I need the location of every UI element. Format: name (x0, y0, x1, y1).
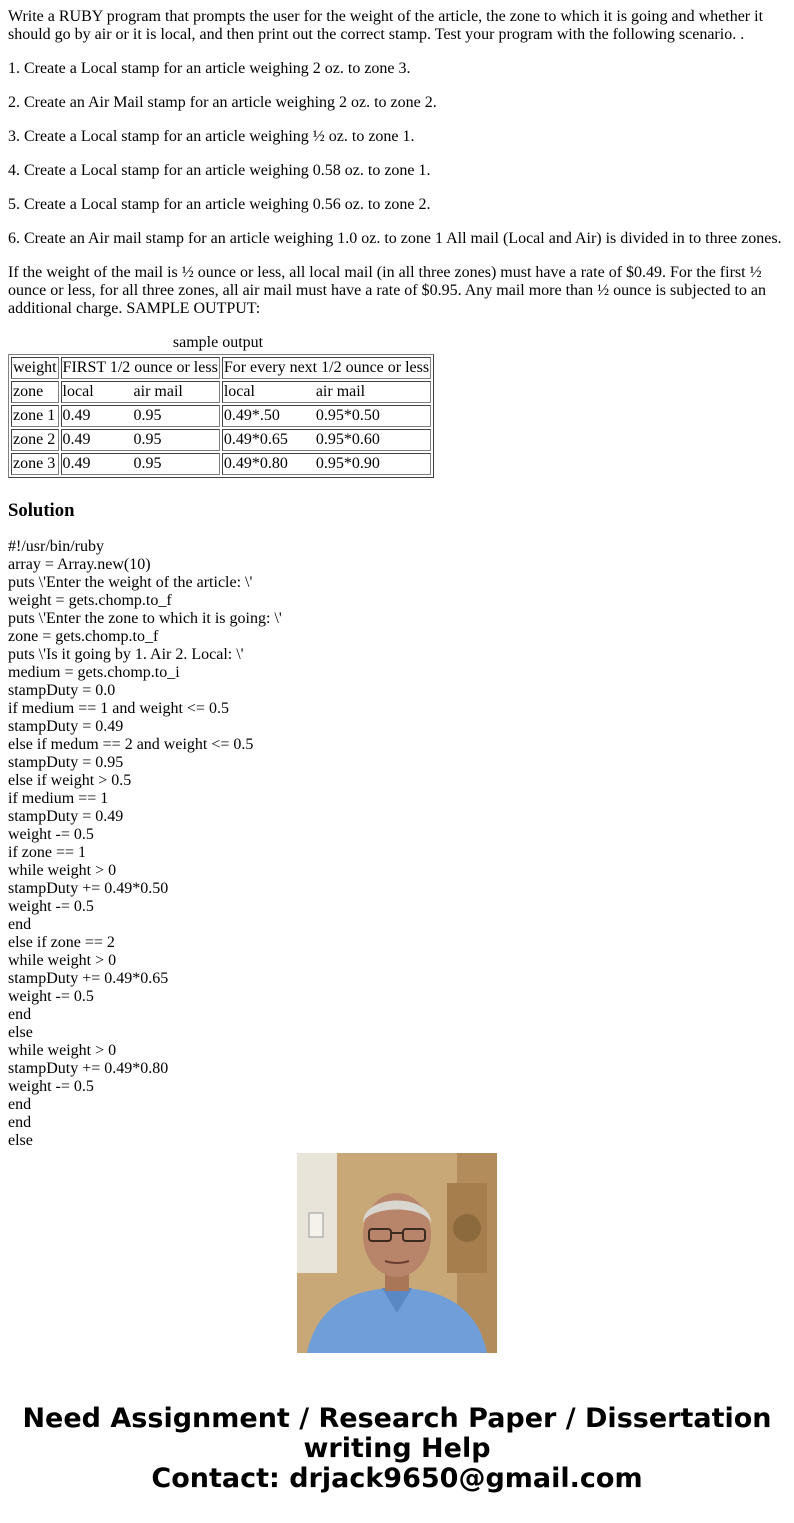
code-line: if medium == 1 (8, 790, 109, 807)
code-line: weight = gets.chomp.to_f (8, 592, 172, 609)
row-next-rates (222, 453, 431, 475)
table-row (11, 453, 431, 475)
code-line: end (8, 1006, 32, 1023)
code-line: while weight > 0 (8, 1042, 117, 1059)
code-line: puts \'Enter the weight of the article: \' (8, 574, 253, 591)
subheader-next (222, 381, 431, 403)
code-line: stampDuty += 0.49*0.50 (8, 880, 169, 897)
table-caption: sample output (172, 334, 264, 351)
table-row (11, 429, 431, 451)
rates-description: If the weight of the mail is ½ ounce or less, all local mail (in all three zones) must have a rate of $0.49. For the first ½ ounce or less, for all three zones, all air mail must have a rate of $0.95. Any mail more than ½ ounce is subjected to an additional charge. SAMPLE OUTPUT: (8, 264, 766, 317)
code-line: array = Array.new(10) (8, 556, 151, 573)
solution-heading: Solution (8, 500, 75, 521)
code-line: weight -= 0.5 (8, 826, 94, 843)
solution-code (8, 538, 786, 1149)
code-line: stampDuty = 0.49 (8, 718, 124, 735)
author-photo (297, 1153, 497, 1353)
help-banner (0, 1404, 794, 1494)
code-line: else (8, 1132, 33, 1149)
code-line: stampDuty += 0.49*0.65 (8, 970, 169, 987)
scenario-item-2: 2. Create an Air Mail stamp for an article weighing 2 oz. to zone 2. (8, 94, 437, 111)
row-first-local: 0.49 (62, 407, 91, 424)
row-first-local: 0.49 (62, 431, 91, 448)
code-line: stampDuty = 0.49 (8, 808, 124, 825)
banner-line-2: writing Help (303, 1433, 491, 1464)
row-zone: zone 3 (11, 453, 59, 475)
subheader-first (61, 381, 220, 403)
subheader-first-air: air mail (133, 383, 183, 400)
row-zone: zone 2 (11, 429, 59, 451)
row-next-local: 0.49*.50 (223, 407, 280, 424)
scenario-item-1: 1. Create a Local stamp for an article weighing 2 oz. to zone 3. (8, 60, 411, 77)
code-line: if zone == 1 (8, 844, 87, 861)
subheader-first-local: local (62, 383, 94, 400)
row-zone: zone 1 (11, 405, 59, 427)
scenario-item-3: 3. Create a Local stamp for an article weighing ½ oz. to zone 1. (8, 128, 415, 145)
row-first-air: 0.95 (133, 407, 162, 424)
row-first-rates (61, 429, 220, 451)
header-weight: weight (11, 357, 59, 379)
code-line: else if weight > 0.5 (8, 772, 132, 789)
scenario-item-4: 4. Create a Local stamp for an article weighing 0.58 oz. to zone 1. (8, 162, 431, 179)
scenario-item-6: 6. Create an Air mail stamp for an article weighing 1.0 oz. to zone 1 All mail (Local and Air) is divided in to three zones. (8, 230, 782, 247)
row-next-rates (222, 405, 431, 427)
scenario-item-5: 5. Create a Local stamp for an article weighing 0.56 oz. to zone 2. (8, 196, 431, 213)
code-line: end (8, 916, 32, 933)
code-line: puts \'Is it going by 1. Air 2. Local: \' (8, 646, 244, 663)
author-avatar (297, 1153, 497, 1353)
code-line: while weight > 0 (8, 862, 117, 879)
table-subheader-row (11, 381, 431, 403)
code-line: stampDuty = 0.0 (8, 682, 116, 699)
header-first-half-ounce: FIRST 1/2 ounce or less (61, 357, 220, 379)
code-line: if medium == 1 and weight <= 0.5 (8, 700, 229, 717)
code-line: medium = gets.chomp.to_i (8, 664, 180, 681)
code-line: end (8, 1096, 32, 1113)
row-next-local: 0.49*0.80 (223, 455, 288, 472)
sample-output-table (8, 354, 434, 478)
question-intro: Write a RUBY program that prompts the user for the weight of the article, the zone to which it is going and whether it should go by air or it is local, and then print out the correct stamp. Test your program with the following scenario. . (8, 8, 764, 43)
code-line: stampDuty += 0.49*0.80 (8, 1060, 169, 1077)
table-header-row (11, 357, 431, 379)
subheader-zone: zone (11, 381, 59, 403)
code-line: while weight > 0 (8, 952, 117, 969)
code-line: else if medum == 2 and weight <= 0.5 (8, 736, 254, 753)
code-line: else if zone == 2 (8, 934, 115, 951)
table-row (11, 405, 431, 427)
header-next-half-ounce: For every next 1/2 ounce or less (222, 357, 431, 379)
code-line: weight -= 0.5 (8, 1078, 94, 1095)
row-next-rates (222, 429, 431, 451)
row-first-air: 0.95 (133, 455, 162, 472)
code-line: stampDuty = 0.95 (8, 754, 124, 771)
code-line: weight -= 0.5 (8, 898, 94, 915)
row-first-air: 0.95 (133, 431, 162, 448)
row-first-rates (61, 453, 220, 475)
row-first-local: 0.49 (62, 455, 91, 472)
code-line: end (8, 1114, 32, 1131)
banner-line-1: Need Assignment / Research Paper / Dissertation (22, 1403, 772, 1434)
code-line: puts \'Enter the zone to which it is going: \' (8, 610, 282, 627)
code-line: weight -= 0.5 (8, 988, 94, 1005)
subheader-next-local: local (223, 383, 255, 400)
code-line: else (8, 1024, 33, 1041)
code-line: zone = gets.chomp.to_f (8, 628, 159, 645)
subheader-next-air: air mail (315, 383, 366, 400)
row-next-local: 0.49*0.65 (223, 431, 288, 448)
row-first-rates (61, 405, 220, 427)
row-next-air: 0.95*0.90 (315, 455, 380, 472)
banner-contact: Contact: drjack9650@gmail.com (151, 1463, 643, 1494)
row-next-air: 0.95*0.50 (315, 407, 380, 424)
code-line: #!/usr/bin/ruby (8, 538, 104, 555)
row-next-air: 0.95*0.60 (315, 431, 380, 448)
